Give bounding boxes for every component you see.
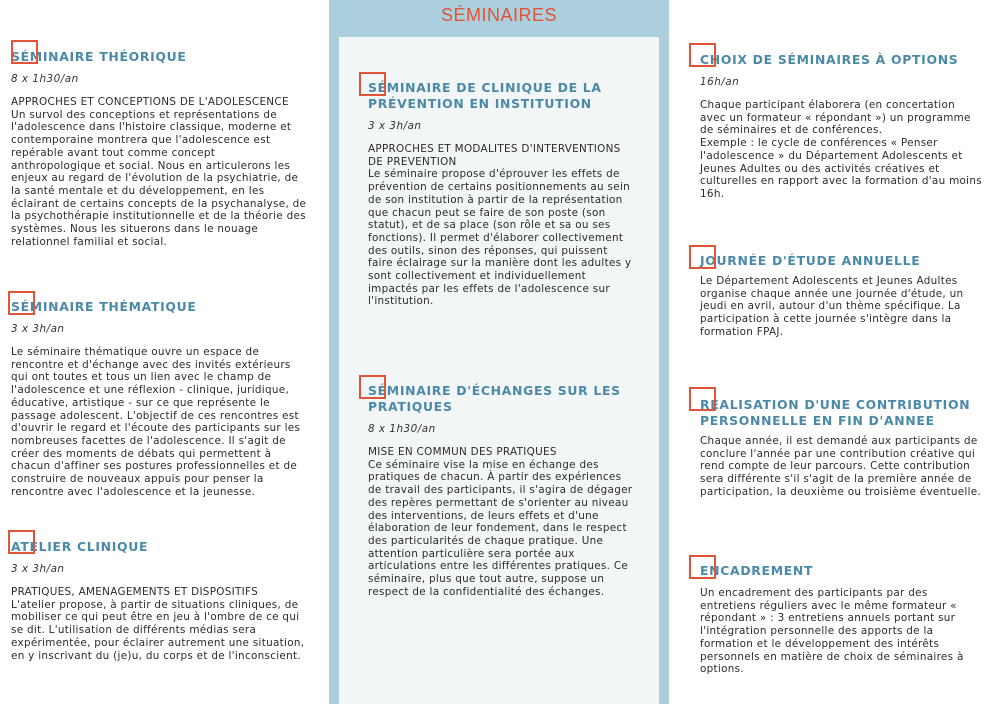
section-heading: ENCADREMENT [700, 563, 814, 578]
section-choix-seminaires [700, 52, 982, 201]
middle-column [329, 0, 669, 704]
section-frequency: 3 x 3h/an [11, 323, 65, 335]
section-marker-icon [689, 555, 716, 579]
section-atelier-clinique [11, 539, 307, 662]
section-clinique-prevention [368, 80, 634, 308]
section-seminaire-thematique [11, 299, 307, 498]
section-marker-icon [8, 530, 35, 554]
section-marker-icon [359, 72, 386, 96]
section-body: Chaque participant élaborera (en concertation avec un formateur « répondant ») un programme de séminaires et de conférences. Exemple : le cycle de conférences « Penser l'adolescence » du Département Adolescents et Jeunes Adultes ou des activités créatives et culturelles en rapport avec la formation d'au moins 16h. [700, 99, 982, 200]
section-frequency: 3 x 3h/an [11, 563, 65, 575]
page-title: SÉMINAIRES [440, 5, 558, 25]
section-heading: ATELIER CLINIQUE [11, 539, 149, 554]
section-heading: CHOIX DE SÉMINAIRES À OPTIONS [700, 52, 959, 67]
section-marker-icon [359, 375, 386, 399]
section-body: Le séminaire thématique ouvre un espace de rencontre et d'échange avec des invités extérieurs qui ont toutes et tous un lien avec le champ de l'adolescence et une réflexion - clinique, juridique, éducative, artistique - sur ce que représente le passage adolescent. L'objectif de ces rencontres est d'ouvrir le regard et l'écoute des participants sur les nombreuses facettes de l'adolescence. Il s'agit de créer des moments de débats qui permettent à chacun d'affiner ses postures professionnelles et de construire de nouveaux appuis pour penser la rencontre avec l'adolescence et la jeunesse. [11, 346, 301, 498]
section-heading: SÉMINAIRE D'ÉCHANGES SUR LES PRATIQUES [368, 383, 621, 414]
section-body: Un encadrement des participants par des entretiens réguliers avec le même formateur « répondant » : 3 entretiens annuels portant sur l'intégration personnelle des apports de la formation et le développement des intérêts personnels en matière de choix de séminaires à options. [700, 587, 964, 676]
section-journee-etude [700, 253, 982, 339]
section-heading: JOURNÉE D'ÉTUDE ANNUELLE [700, 253, 921, 268]
section-body: Ce séminaire vise la mise en échange des pratiques de chacun. À partir des expériences de travail des participants, il s'agira de dégager des repères permettant de s'orienter au niveau des interventions, de leurs effets et d'une élaboration de leur fondement, dans le respect des particularités de chaque pratique. Une attention particulière sera portée aux articulations entre les différentes pratiques. Ce séminaire, plus que tout autre, suppose un respect de la confidentialité des échanges. [368, 458, 633, 598]
section-body: Le Département Adolescents et Jeunes Adultes organise chaque année une journée d'étude, un jeudi en avril, autour d'un thème spécifique. La participation à cette journée s'intègre dans la formation FPAJ. [700, 275, 964, 338]
section-contribution-personnelle [700, 397, 982, 499]
section-body: Un survol des conceptions et représentations de l'adolescence dans l'histoire classique, moderne et contemporaine montrera que l'adolescence est repérable avant tout comme concept anthropologique et social. Nous en articulerons les enjeux au regard de l'évolution de la psychiatrie, de la santé mentale et du développement, en les éclairant de certains concepts de la psychanalyse, de la psychothérapie institutionnelle et de la théorie des systèmes. Nous les situerons dans le nouage relationnel familial et social. [11, 108, 307, 248]
section-body: L'atelier propose, à partir de situations cliniques, de mobiliser ce qui peut être en jeu à l'ombre de ce qui se dit. L'utilisation de différents médias sera expérimentée, pour éclairer autrement une situation, en y inscrivant du (je)u, du corps et de l'inconscient. [11, 598, 305, 662]
section-encadrement [700, 563, 982, 676]
right-column [669, 0, 1000, 704]
section-seminaire-theorique [11, 49, 307, 248]
section-subtitle: APPROCHES ET MODALITES D'INTERVENTIONS DE PREVENTION [368, 143, 621, 168]
section-frequency: 3 x 3h/an [368, 120, 422, 132]
section-heading: SÉMINAIRE DE CLINIQUE DE LA PRÉVENTION EN INSTITUTION [368, 80, 602, 111]
section-frequency: 8 x 1h30/an [11, 73, 79, 85]
section-body: Chaque année, il est demandé aux participants de conclure l'année par une contribution créative qui rend compte de leur parcours. Cette contribution sera différente s'il s'agit de la première année de participation, la deuxième ou troisième éventuelle. [700, 435, 982, 498]
section-subtitle: PRATIQUES, AMENAGEMENTS ET DISPOSITIFS [11, 586, 259, 598]
section-echanges-pratiques [368, 383, 634, 598]
section-body: Le séminaire propose d'éprouver les effets de prévention de certains positionnements au sein de son institution à partir de la représentation que chacun peut se faire de son poste (son statut), et de sa place (son rôle et sa ou ses fonctions). Il permet d'élaborer collectivement des outils, sinon des réponses, qui puissent faire éclairage sur la manière dont les adultes y sont collectivement et individuellement impactés par les effets de l'adolescence sur l'institution. [368, 168, 632, 308]
section-marker-icon [11, 40, 38, 64]
section-heading: SÉMINAIRE THÉORIQUE [11, 49, 187, 64]
section-frequency: 16h/an [700, 76, 740, 88]
section-heading: RÉALISATION D'UNE CONTRIBUTION PERSONNELLE EN FIN D'ANNEE [700, 397, 971, 428]
middle-panel [339, 37, 659, 704]
section-subtitle: MISE EN COMMUN DES PRATIQUES [368, 446, 557, 458]
left-column [0, 0, 329, 704]
section-frequency: 8 x 1h30/an [368, 423, 436, 435]
section-heading: SÉMINAIRE THÉMATIQUE [11, 299, 197, 314]
section-marker-icon [689, 387, 716, 411]
section-marker-icon [8, 291, 35, 315]
section-subtitle: APPROCHES ET CONCEPTIONS DE L'ADOLESCENCE [11, 96, 289, 108]
section-marker-icon [689, 43, 716, 67]
section-marker-icon [689, 245, 716, 269]
